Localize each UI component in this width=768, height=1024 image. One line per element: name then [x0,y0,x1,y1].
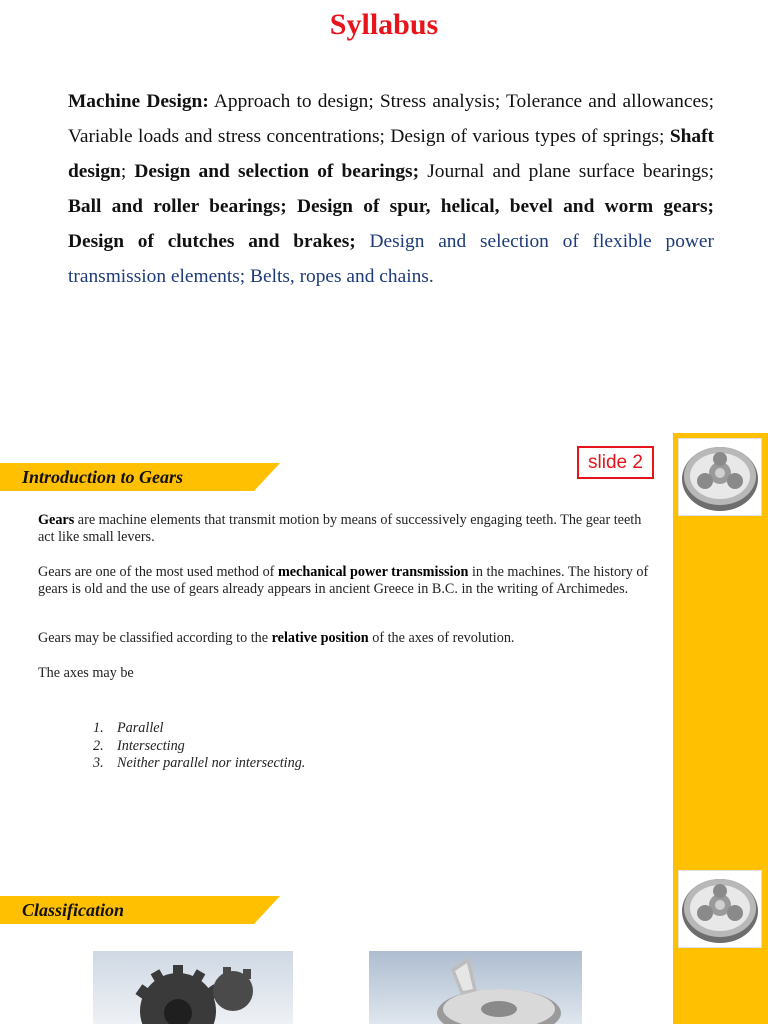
syllabus-bold-3: Ball and roller bearings; Design of spur, helical, bevel and worm gears; Design of clutches and brakes; [68,196,714,252]
intro-banner-title: Introduction to Gears [22,467,184,487]
page-title: Syllabus [329,8,439,41]
classification-banner-title: Classification [22,900,125,920]
planetary-gear-icon [678,438,762,516]
syllabus-blue-text: Design and selection of flexible power transmission elements; Belts, ropes and chains. [68,231,714,287]
syllabus-bold-1: Shaft design [68,126,714,182]
planetary-gear-icon [678,870,762,948]
axes-list [93,720,305,773]
syllabus-text-1: Approach to design; Stress analysis; Tolerance and allowances; Variable loads and stress concentrations; Design of various types of springs; [68,91,714,147]
list-item: 3. Neither parallel nor intersecting. [93,755,306,771]
intro-text-block [38,512,660,682]
bevel-gear-image [369,951,582,1024]
list-item: 1. Parallel [93,720,164,736]
intro-paragraph-3: Gears may be classified according to the relative position of the axes of revolution. [38,629,515,646]
syllabus-text-3: Journal and plane surface bearings; [419,161,714,182]
slide-number-label: slide 2 [577,446,654,479]
intro-section-banner [0,463,280,491]
intro-paragraph-1: Gears are machine elements that transmit motion by means of successively engaging teeth. The gear teeth act like small levers. [38,512,642,546]
syllabus-paragraph [68,84,714,294]
syllabus-bold-2: Design and selection of bearings; [134,161,420,182]
classification-section-banner [0,896,280,924]
spur-gear-image [93,951,293,1024]
syllabus-text-2: ; [120,161,135,182]
list-item: 2. Intersecting [93,737,185,754]
intro-paragraph-2: Gears are one of the most used method of mechanical power transmission in the machines. The history of gears is old and the use of gears already appears in ancient Greece in B.C. in the writing of Archimedes. [38,563,649,598]
intro-paragraph-4: The axes may be [38,665,134,682]
syllabus-heading: Machine Design: [68,91,209,112]
